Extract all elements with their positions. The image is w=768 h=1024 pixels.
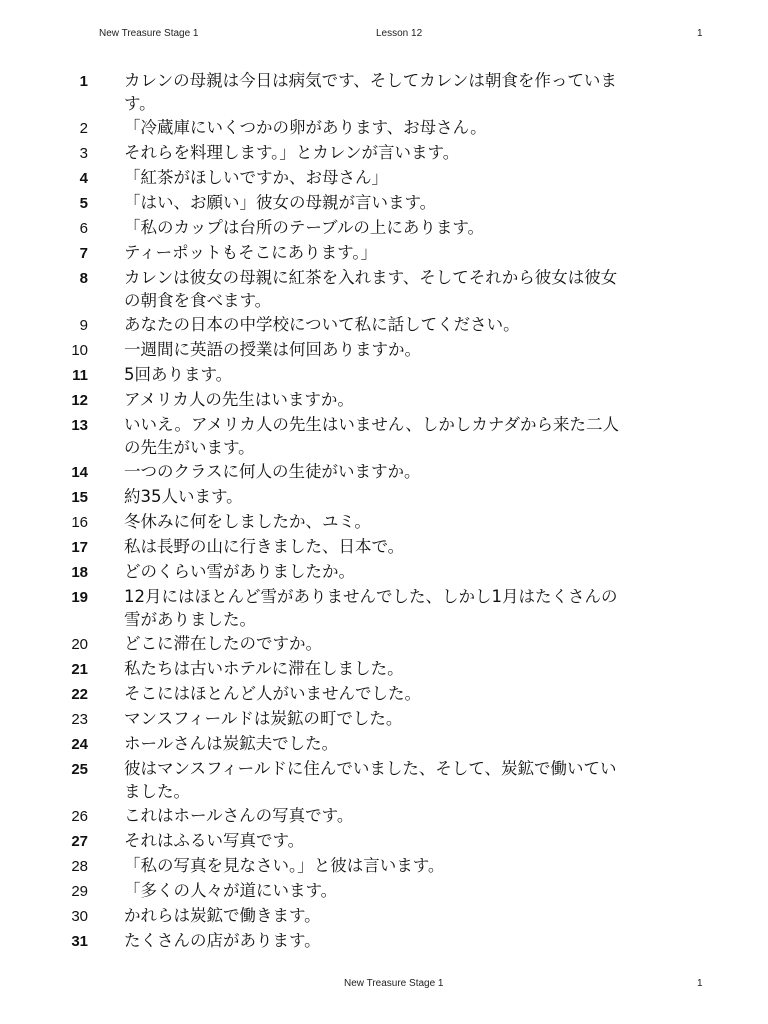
text-line — [0, 387, 768, 412]
line-text: かれらは炭鉱で働きます。 — [124, 906, 321, 925]
text-line — [0, 631, 768, 656]
text-line — [0, 656, 768, 681]
line-text: ティーポットもそこにあります。」 — [124, 243, 378, 262]
line-text: どのくらい雪がありましたか。 — [124, 562, 355, 581]
line-text: 「私のカップは台所のテーブルの上にあります。 — [124, 218, 485, 237]
line-text: 一つのクラスに何人の生徒がいますか。 — [124, 462, 421, 481]
line-text: 「冷蔵庫にいくつかの卵があります、お母さん。 — [124, 118, 487, 137]
line-text: そこにはほとんど人がいませんでした。 — [124, 684, 421, 703]
text-line — [0, 459, 768, 484]
line-number: 9 — [79, 317, 88, 334]
line-text: 私たちは古いホテルに滞在しました。 — [124, 659, 404, 678]
line-text: あなたの日本の中学校について私に話してください。 — [124, 315, 520, 334]
line-text: 一週間に英語の授業は何回ありますか。 — [124, 340, 421, 359]
text-line — [0, 681, 768, 706]
text-line — [0, 853, 768, 878]
line-number: 23 — [71, 711, 88, 728]
line-number: 30 — [71, 908, 88, 925]
line-number: 1 — [79, 73, 88, 90]
text-line — [0, 140, 768, 165]
line-number: 20 — [71, 636, 88, 653]
line-text: どこに滞在したのですか。 — [124, 634, 322, 653]
line-number: 12 — [71, 392, 88, 409]
page-footer — [0, 978, 768, 998]
line-text: これはホールさんの写真です。 — [124, 806, 354, 825]
text-line — [0, 803, 768, 828]
text-line — [0, 756, 768, 803]
text-line — [0, 928, 768, 953]
line-number: 18 — [71, 564, 88, 581]
text-line — [0, 534, 768, 559]
header-page-number: 1 — [697, 28, 703, 39]
line-text: カレンは彼女の母親に紅茶を入れます、そしてそれから彼女は彼女の朝食を食べます。 — [124, 268, 618, 310]
line-number: 24 — [71, 736, 88, 753]
line-text: カレンの母親は今日は病気です、そしてカレンは朝食を作っています。 — [124, 71, 617, 113]
line-text: いいえ。アメリカ人の先生はいません、しかしカナダから来た二人の先生がいます。 — [124, 415, 619, 457]
line-text: 5回あります。 — [124, 365, 233, 384]
line-number: 29 — [71, 883, 88, 900]
line-number: 22 — [71, 686, 88, 703]
line-text: 彼はマンスフィールドに住んでいました、そして、炭鉱で働いていました。 — [124, 759, 617, 801]
line-text: 冬休みに何をしましたか、ユミ。 — [124, 512, 371, 531]
line-number: 6 — [79, 220, 88, 237]
line-number: 25 — [71, 761, 88, 778]
text-line — [0, 484, 768, 509]
line-number: 27 — [71, 833, 88, 850]
text-line — [0, 584, 768, 631]
text-line — [0, 706, 768, 731]
footer-book-title: New Treasure Stage 1 — [344, 978, 444, 989]
text-line — [0, 878, 768, 903]
text-line — [0, 115, 768, 140]
line-number: 13 — [71, 417, 88, 434]
text-line — [0, 215, 768, 240]
text-line — [0, 731, 768, 756]
line-number: 14 — [71, 464, 88, 481]
numbered-lines — [0, 68, 768, 953]
line-number: 4 — [79, 170, 88, 187]
line-text: 「私の写真を見なさい。」と彼は言います。 — [124, 856, 445, 875]
text-line — [0, 509, 768, 534]
header-lesson: Lesson 12 — [376, 28, 423, 39]
text-line — [0, 68, 768, 115]
line-text: 「紅茶がほしいですか、お母さん」 — [124, 168, 388, 187]
header-book-title: New Treasure Stage 1 — [99, 28, 199, 39]
line-text: 「はい、お願い」彼女の母親が言います。 — [124, 193, 437, 212]
line-text: たくさんの店があります。 — [124, 931, 321, 950]
text-line — [0, 412, 768, 459]
text-line — [0, 165, 768, 190]
line-text: 私は長野の山に行きました、日本で。 — [124, 537, 405, 556]
text-line — [0, 190, 768, 215]
line-text: それはふるい写真です。 — [124, 831, 305, 850]
text-line — [0, 828, 768, 853]
text-line — [0, 903, 768, 928]
line-number: 17 — [71, 539, 88, 556]
text-line — [0, 265, 768, 312]
line-number: 8 — [79, 270, 88, 287]
text-line — [0, 337, 768, 362]
line-number: 15 — [71, 489, 88, 506]
text-line — [0, 362, 768, 387]
line-text: マンスフィールドは炭鉱の町でした。 — [124, 709, 403, 728]
line-number: 16 — [71, 514, 88, 531]
line-number: 26 — [71, 808, 88, 825]
line-number: 7 — [79, 245, 88, 262]
page-header — [0, 28, 768, 48]
line-number: 28 — [71, 858, 88, 875]
line-number: 19 — [71, 589, 88, 606]
line-number: 2 — [79, 120, 88, 137]
line-text: 「多くの人々が道にいます。 — [124, 881, 338, 900]
line-text: ホールさんは炭鉱夫でした。 — [124, 734, 339, 753]
line-number: 31 — [71, 933, 88, 950]
line-number: 11 — [72, 367, 88, 384]
line-text: それらを料理します。」とカレンが言います。 — [124, 143, 460, 162]
text-line — [0, 559, 768, 584]
line-text: アメリカ人の先生はいますか。 — [124, 390, 354, 409]
footer-page-number: 1 — [697, 978, 703, 989]
text-line — [0, 240, 768, 265]
line-number: 5 — [79, 195, 88, 212]
line-text: 12月にはほとんど雪がありませんでした、しかし1月はたくさんの雪がありました。 — [124, 587, 618, 629]
text-line — [0, 312, 768, 337]
line-number: 21 — [71, 661, 88, 678]
line-text: 約35人います。 — [124, 487, 243, 506]
line-number: 3 — [79, 145, 88, 162]
line-number: 10 — [71, 342, 88, 359]
